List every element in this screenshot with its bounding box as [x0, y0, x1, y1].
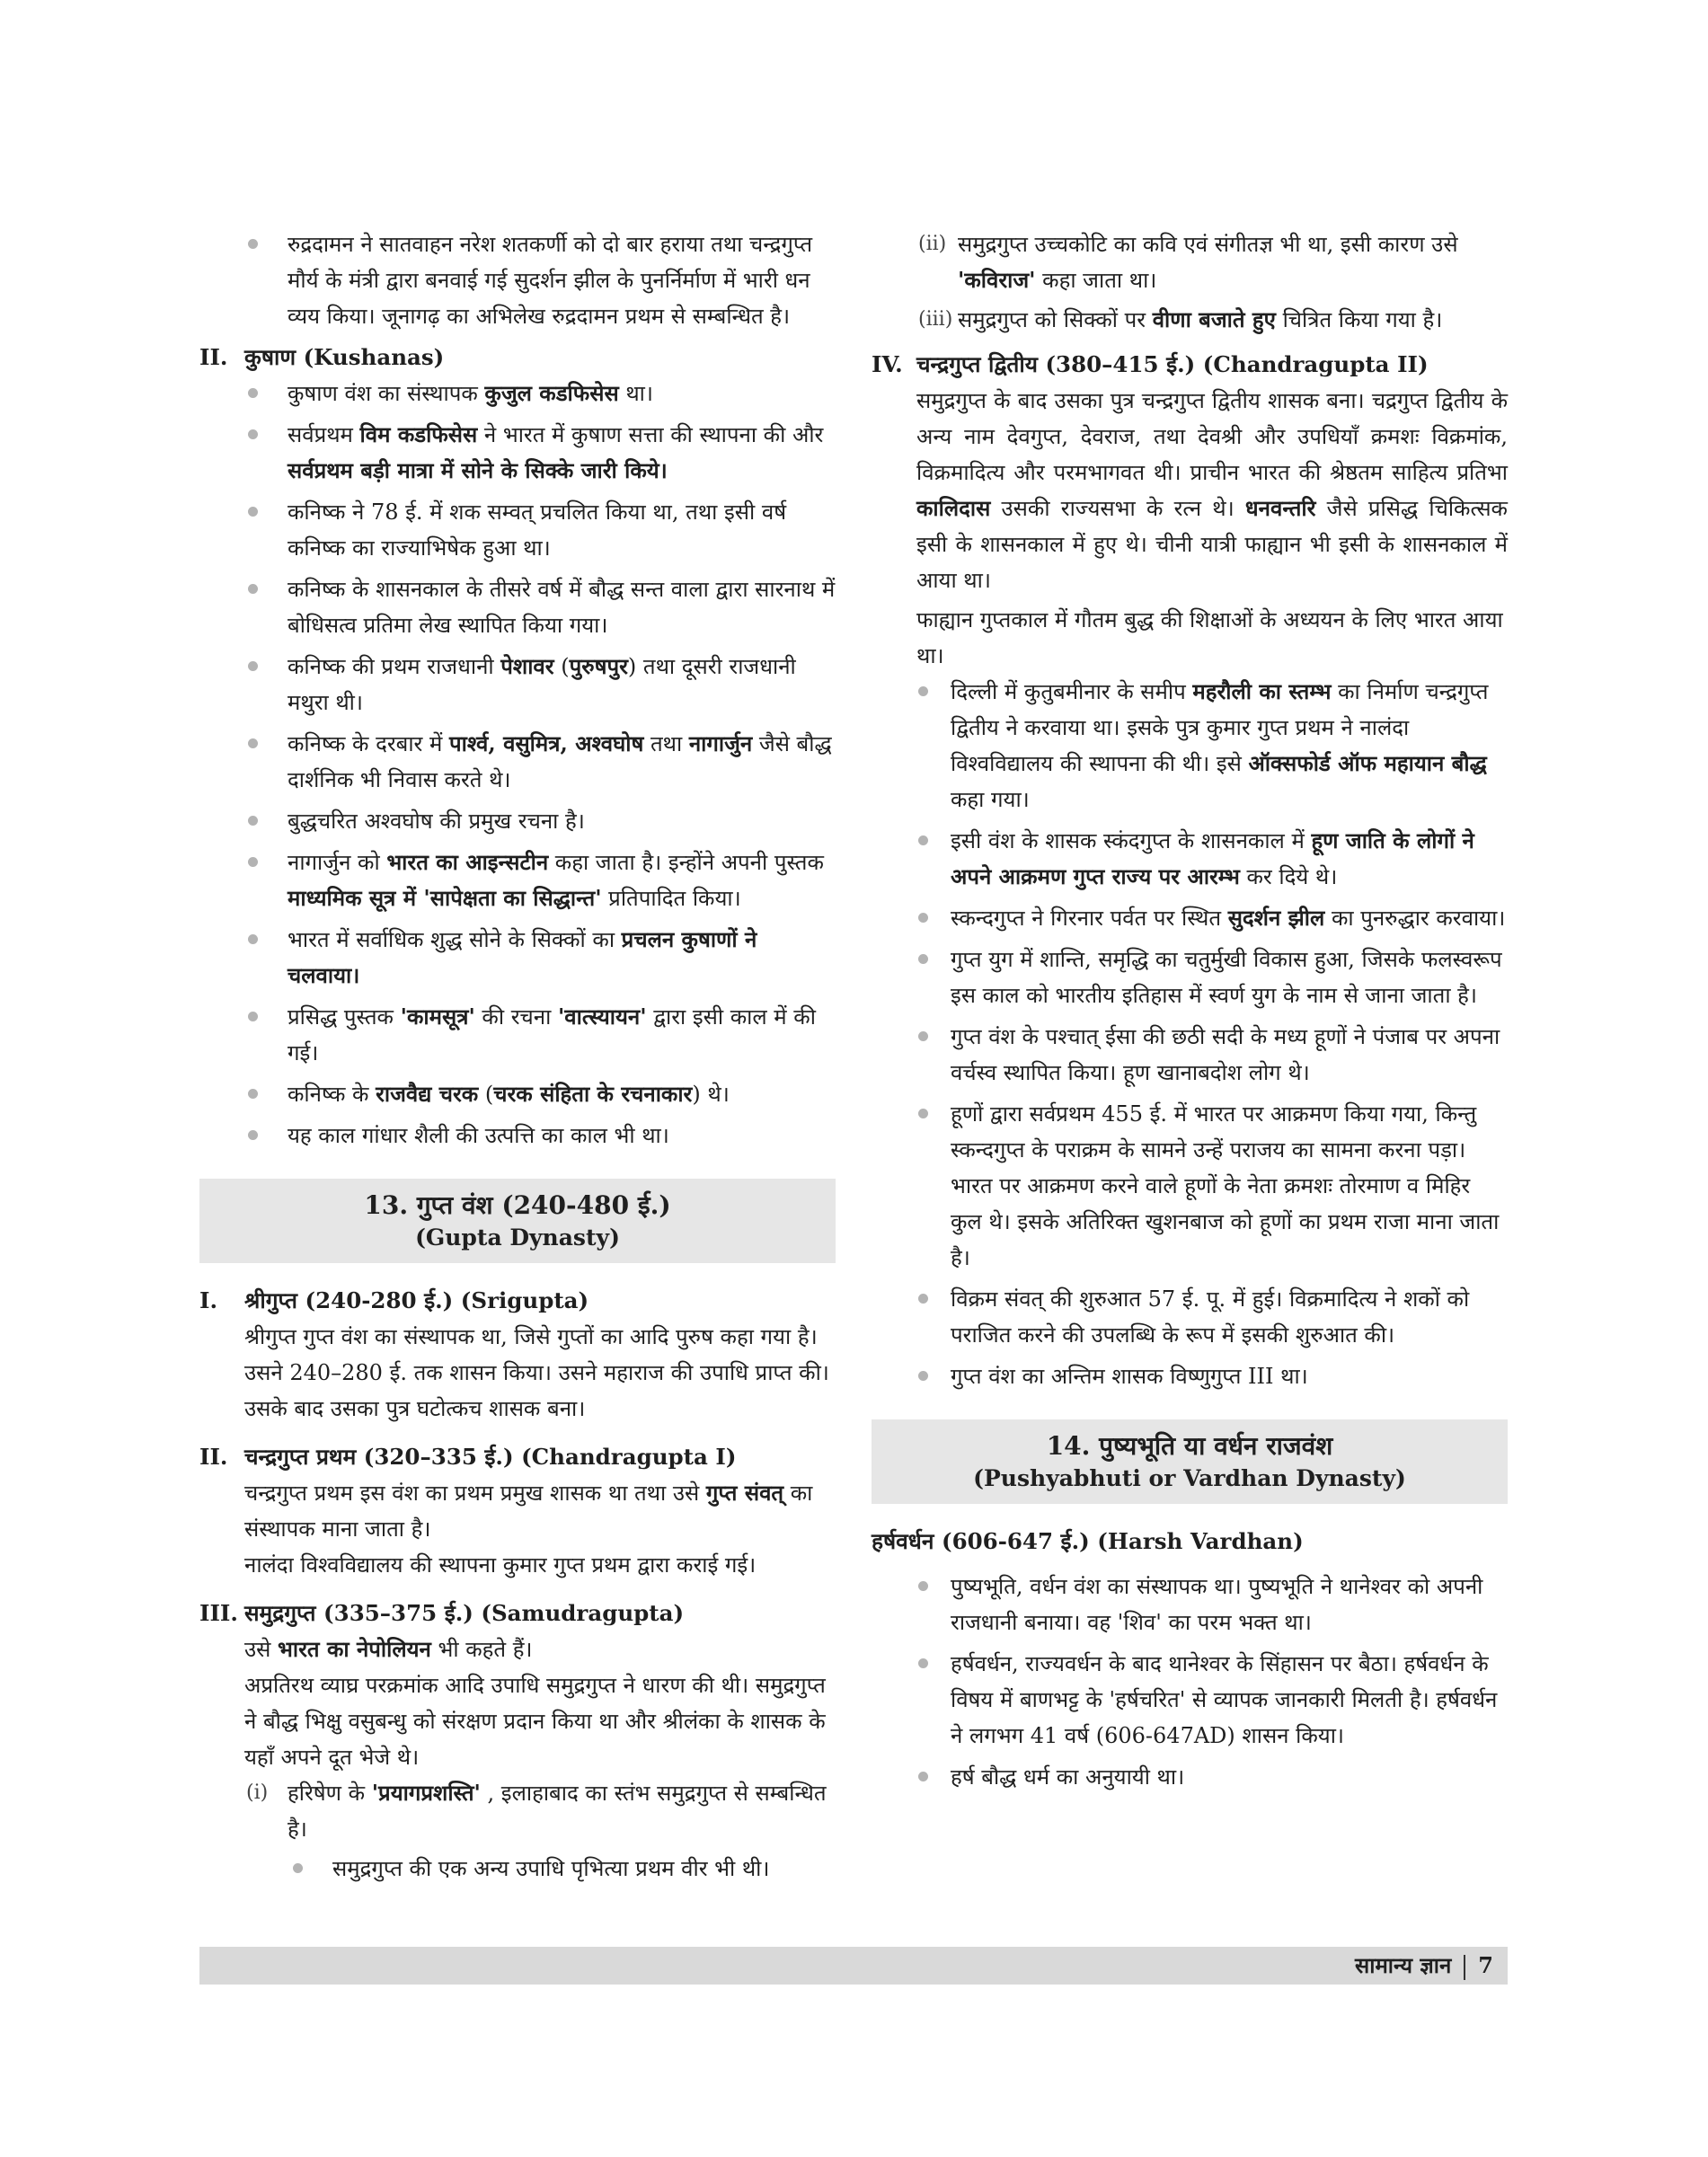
paragraph: फाह्यान गुप्तकाल में गौतम बुद्ध की शिक्षाओं के अध्ययन के लिए भारत आया था। — [916, 607, 1503, 668]
section-subtitle: (Gupta Dynasty) — [415, 1224, 620, 1251]
list-item — [199, 726, 836, 798]
paragraph: नालंदा विश्वविद्यालय की स्थापना कुमार गुप्त प्रथम द्वारा कराई गई। — [244, 1552, 757, 1578]
roman-item-text: समुद्रगुप्त उच्चकोटि का कवि एवं संगीतज्ञ भी था, इसी कारण उसे 'कविराज' कहा जाता था। — [958, 232, 1458, 293]
bold-text: ऑक्सफोर्ड ऑफ महायान बौद्ध — [1248, 750, 1487, 776]
section-subtitle: (Pushyabhuti or Vardhan Dynasty) — [973, 1465, 1406, 1491]
bullet-text: कनिष्क की प्रथम राजधानी पेशावर (पुरुषपुर) तथा दूसरी राजधानी मथुरा थी। — [288, 653, 796, 715]
section-banner-gupta — [199, 1179, 836, 1263]
bullet-icon — [918, 835, 928, 845]
section-banner-vardhan — [872, 1419, 1508, 1504]
section-title: 14. पुष्यभूति या वर्धन राजवंश — [1046, 1431, 1333, 1461]
roman-item-text: हरिषेण के 'प्रयागप्रशस्ति' , इलाहाबाद का स्तंभ समुद्रगुप्त से सम्बन्धित है। — [288, 1780, 827, 1842]
list-item — [199, 922, 836, 994]
bullet-text: स्कन्दगुप्त ने गिरनार पर्वत पर स्थित सुदर्शन झील का पुनरुद्धार करवाया। — [951, 905, 1506, 931]
bullet-icon — [918, 1294, 928, 1304]
paragraph: चन्द्रगुप्त प्रथम इस वंश का प्रथम प्रमुख शासक था तथा उसे गुप्त संवत् का संस्थापक माना जाता है। — [244, 1480, 813, 1542]
bullet-icon — [918, 1031, 928, 1041]
bold-text: 'कामसूत्र' — [400, 1003, 475, 1030]
bullet-text: हर्ष बौद्ध धर्म का अनुयायी था। — [951, 1764, 1185, 1790]
bold-text: कुजुल कडफिसेस — [484, 380, 619, 406]
list-item — [199, 1851, 836, 1887]
list-item — [199, 226, 836, 334]
bullet-text: इसी वंश के शासक स्कंदगुप्त के शासनकाल में हूण जाति के लोगों ने अपने आक्रमण गुप्त राज्य पर आरम्भ कर दिये थे। — [951, 827, 1474, 889]
section-heading-samudragupta — [199, 1596, 836, 1631]
bullet-icon — [248, 934, 258, 944]
roman-item-text: समुद्रगुप्त को सिक्कों पर वीणा बजाते हुए चित्रित किया गया है। — [958, 306, 1443, 332]
bullet-icon — [248, 239, 258, 249]
bullet-text: विक्रम संवत् की शुरुआत 57 ई. पू. में हुई। विक्रमादित्य ने शकों को पराजित करने की उपलब्धि के रूप में इसकी शुरुआत की। — [951, 1286, 1470, 1348]
bold-text: 'प्रयागप्रशस्ति' — [371, 1780, 481, 1806]
paragraph: अप्रतिरथ व्याघ्र परक्रमांक आदि उपाधि समुद्रगुप्त ने धारण की थी। समुद्रगुप्त ने बौद्ध भिक्षु वसुबन्धु को संरक्षण प्रदान किया था और श्रीलंका के शासक के यहाँ अपने दूत भेजे थे। — [244, 1673, 826, 1770]
bullet-text: कनिष्क के शासनकाल के तीसरे वर्ष में बौद्ध सन्त वाला द्वारा सारनाथ में बोधिसत्व प्रतिमा लेख स्थापित किया गया। — [288, 577, 836, 638]
footer-label: सामान्य ज्ञान — [1355, 1952, 1452, 1978]
list-item — [872, 674, 1508, 818]
bullet-text: रुद्रदामन ने सातवाहन नरेश शतकर्णी को दो बार हराया तथा चन्द्रगुप्त मौर्य के मंत्री द्वारा बनवाई गई सुदर्शन झील के पुनर्निर्माण में भारी धन व्यय किया। जूनागढ़ का अभिलेख रुद्रदामन प्रथम से सम्बन्धित है। — [288, 232, 813, 329]
heading-number: I. — [199, 1287, 217, 1313]
section-heading-kushan — [199, 340, 836, 376]
cg2-bullet-list — [872, 674, 1508, 1394]
bullet-icon — [918, 1581, 928, 1591]
roman-list-item — [872, 226, 1508, 298]
bold-text: भारत का नेपोलियन — [278, 1636, 431, 1662]
section-title: 13. गुप्त वंश (240-480 ई.) — [364, 1190, 671, 1220]
bullet-icon — [918, 1772, 928, 1781]
list-item — [872, 1759, 1508, 1795]
bold-text: पार्श्व, वसुमित्र, अश्वघोष — [449, 730, 644, 756]
section-heading-srigupta — [199, 1283, 836, 1319]
bullet-text: बुद्धचरित अश्वघोष की प्रमुख रचना है। — [288, 809, 585, 834]
footer-divider — [1464, 1955, 1465, 1980]
list-item — [872, 941, 1508, 1013]
footer-text — [1355, 1948, 1493, 1984]
list-item — [872, 1096, 1508, 1276]
bullet-text: समुद्रगुप्त की एक अन्य उपाधि पृभित्या प्रथम वीर भी थी। — [332, 1856, 770, 1881]
bullet-text: यह काल गांधार शैली की उत्पत्ति का काल भी था। — [288, 1123, 669, 1148]
roman-list-item — [199, 1775, 836, 1847]
bold-text: धनवन्तरि — [1244, 495, 1316, 521]
list-item — [199, 571, 836, 643]
bullet-text: कनिष्क के दरबार में पार्श्व, वसुमित्र, अश्वघोष तथा नागार्जुन जैसे बौद्ध दार्शनिक भी निवास करते थे। — [288, 730, 832, 792]
bold-text: कालिदास — [916, 495, 991, 521]
bullet-icon — [248, 507, 258, 517]
bullet-icon — [293, 1863, 303, 1873]
bullet-text: कुषाण वंश का संस्थापक कुजुल कडफिसेस था। — [288, 380, 653, 406]
kushan-bullet-list — [199, 376, 836, 1154]
bullet-text: हर्षवर्धन, राज्यवर्धन के बाद थानेश्वर के सिंहासन पर बैठा। हर्षवर्धन के विषय में बाणभट्ट के 'हर्षचरित' से व्यापक जानकारी मिलती है। हर्षवर्धन ने लगभग 41 वर्ष (606-647AD) शासन किया। — [951, 1651, 1498, 1748]
section-heading-cg2 — [872, 347, 1508, 383]
list-item — [872, 1646, 1508, 1754]
bold-text: 'वात्स्यायन' — [557, 1003, 647, 1030]
page-number: 7 — [1478, 1952, 1493, 1978]
list-item — [872, 1019, 1508, 1091]
left-column — [199, 226, 836, 1892]
bullet-icon — [248, 1089, 258, 1099]
bullet-icon — [248, 857, 258, 867]
bullet-text: सर्वप्रथम विम कडफिसेस ने भारत में कुषाण सत्ता की स्थापना की और सर्वप्रथम बड़ी मात्रा में सोने के सिक्के जारी किये। — [288, 421, 824, 483]
list-item — [872, 1569, 1508, 1640]
bold-text: वीणा बजाते हुए — [1152, 306, 1276, 332]
bullet-icon — [918, 913, 928, 923]
heading-number: III. — [199, 1600, 238, 1626]
heading-number: II. — [199, 1444, 228, 1470]
bold-text: गुप्त संवत् — [705, 1480, 784, 1506]
bold-text: सुदर्शन झील — [1227, 905, 1325, 931]
harsh-bullet-list — [872, 1569, 1508, 1795]
list-item — [199, 803, 836, 839]
list-item — [872, 823, 1508, 895]
bullet-text: गुप्त वंश का अन्तिम शासक विष्णुगुप्त III था। — [951, 1364, 1308, 1389]
list-item — [872, 900, 1508, 936]
roman-list-item — [872, 302, 1508, 338]
paragraph: उसे भारत का नेपोलियन भी कहते हैं। — [244, 1636, 533, 1662]
list-item — [199, 649, 836, 720]
bullet-icon — [248, 584, 258, 594]
bullet-text: हूणों द्वारा सर्वप्रथम 455 ई. में भारत पर आक्रमण किया गया, किन्तु स्कन्दगुप्त के पराक्रम के सामने उन्हें पराजय का सामना करना पड़ा। भारत पर आक्रमण करने वाले हूणों के नेता क्रमशः तोरमाण व मिहिर कुल थे। इसके अतिरिक्त खुशनबाज को हूणों का प्रथम राजा माना जाता है। — [951, 1101, 1500, 1270]
bullet-text: प्रसिद्ध पुस्तक 'कामसूत्र' की रचना 'वात्स्यायन' द्वारा इसी काल में की गई। — [288, 1003, 816, 1065]
bold-text: चरक संहिता के रचनाकार — [493, 1081, 693, 1107]
list-item — [199, 1076, 836, 1112]
bullet-icon — [248, 1012, 258, 1021]
bullet-text: कनिष्क ने 78 ई. में शक सम्वत् प्रचलित किया था, तथा इसी वर्ष कनिष्क का राज्याभिषेक हुआ था। — [288, 499, 787, 561]
paragraph: समुद्रगुप्त के बाद उसका पुत्र चन्द्रगुप्त द्वितीय शासक बना। चद्रगुप्त द्वितीय के अन्य नाम देवगुप्त, देवराज, तथा देवश्री और उपधियाँ क्रमशः विक्रमांक, विक्रमादित्य और परमभागवत थी। प्राचीन भारत की श्रेष्ठतम साहित्य प्रतिभा कालिदास उसकी राज्यसभा के रत्न थे। धनवन्तरि जैसे प्रसिद्ध चिकित्सक इसी के शासनकाल में हुए थे। चीनी यात्री फाह्यान भी इसी के शासनकाल में आया था। — [916, 388, 1508, 593]
bullet-text: गुप्त युग में शान्ति, समृद्धि का चतुर्मुखी विकास हुआ, जिसके फलस्वरूप इस काल को भारतीय इतिहास में स्वर्ण युग के नाम से जाना जाता है। — [951, 947, 1502, 1008]
bold-text: महरौली का स्तम्भ — [1192, 678, 1332, 704]
bold-text: पेशावर — [500, 653, 554, 679]
bold-text: राजवैद्य चरक — [376, 1081, 479, 1107]
bold-text: नागार्जुन — [688, 730, 753, 756]
heading-title: श्रीगुप्त (240-280 ई.) (Srigupta) — [244, 1287, 589, 1313]
bold-text: भारत का आइन्सटीन — [386, 849, 549, 875]
list-item — [199, 417, 836, 489]
bullet-text: नागार्जुन को भारत का आइन्सटीन कहा जाता है। इन्होंने अपनी पुस्तक माध्यमिक सूत्र में 'सापेक्षता का सिद्धान्त' प्रतिपादित किया। — [288, 849, 824, 911]
list-item — [199, 376, 836, 411]
bullet-icon — [248, 816, 258, 826]
section-heading-cg1 — [199, 1439, 836, 1475]
bullet-text: पुष्यभूति, वर्धन वंश का संस्थापक था। पुष्यभूति ने थानेश्वर को अपनी राजधानी बनाया। वह 'शिव' का परम भक्त था। — [951, 1574, 1483, 1635]
heading-title: चन्द्रगुप्त प्रथम (320–335 ई.) (Chandragupta I) — [244, 1444, 737, 1470]
bold-text: 'कविराज' — [958, 267, 1036, 293]
roman-numeral: (i) — [246, 1781, 269, 1804]
bullet-text: दिल्ली में कुतुबमीनार के समीप महरौली का स्तम्भ का निर्माण चन्द्रगुप्त द्वितीय ने करवाया था। इसके पुत्र कुमार गुप्त प्रथम ने नालंदा विश्वविद्यालय की स्थापना की थी। इसे ऑक्सफोर्ड ऑफ महायान बौद्ध कहा गया। — [951, 678, 1489, 812]
list-item — [872, 1358, 1508, 1394]
heading-number: II. — [199, 344, 228, 370]
bold-text: विम कडफिसेस — [359, 421, 478, 447]
page-footer — [199, 1947, 1508, 1985]
bold-text: सर्वप्रथम बड़ी मात्रा में सोने के सिक्के जारी किये। — [288, 457, 668, 483]
right-column — [872, 226, 1508, 1800]
bold-text: प्रचलन कुषाणों ने चलवाया। — [288, 926, 757, 988]
bullet-icon — [918, 686, 928, 696]
list-item — [199, 844, 836, 916]
roman-numeral: (iii) — [918, 308, 953, 331]
bullet-text: कनिष्क के राजवैद्य चरक (चरक संहिता के रचनाकार) थे। — [288, 1081, 730, 1107]
bullet-icon — [918, 1371, 928, 1381]
bullet-icon — [248, 429, 258, 439]
bullet-icon — [918, 1658, 928, 1668]
bold-text: माध्यमिक सूत्र में 'सापेक्षता का सिद्धान्त' — [288, 885, 602, 911]
roman-numeral: (ii) — [918, 233, 947, 255]
list-item — [199, 1118, 836, 1154]
bullet-icon — [918, 954, 928, 964]
bullet-text: गुप्त वंश के पश्चात् ईसा की छठी सदी के मध्य हूणों ने पंजाब पर अपना वर्चस्व स्थापित किया। हूण खानाबदोश लोग थे। — [951, 1024, 1500, 1085]
heading-title: कुषाण (Kushanas) — [244, 344, 445, 370]
heading-title: समुद्रगुप्त (335–375 ई.) (Samudragupta) — [244, 1600, 685, 1626]
bullet-icon — [248, 661, 258, 671]
list-item — [872, 1281, 1508, 1353]
bullet-text: भारत में सर्वाधिक शुद्ध सोने के सिक्कों का प्रचलन कुषाणों ने चलवाया। — [288, 926, 757, 988]
bullet-icon — [248, 738, 258, 748]
list-item — [199, 999, 836, 1071]
list-item — [199, 494, 836, 566]
bullet-icon — [248, 1130, 258, 1140]
heading-title: चन्द्रगुप्त द्वितीय (380–415 ई.) (Chandragupta II) — [916, 351, 1429, 377]
paragraph: श्रीगुप्त गुप्त वंश का संस्थापक था, जिसे गुप्तों का आदि पुरुष कहा गया है। उसने 240–280 ई. तक शासन किया। उसने महाराज की उपाधि प्राप्त की। उसके बाद उसका पुत्र घटोत्कच शासक बना। — [244, 1324, 829, 1421]
bullet-icon — [248, 388, 258, 398]
bold-text: पुरुषपुर — [569, 653, 628, 679]
bold-text: हूण जाति के लोगों ने अपने आक्रमण गुप्त राज्य पर आरम्भ — [951, 827, 1474, 889]
heading-number: IV. — [872, 351, 903, 377]
bullet-icon — [918, 1109, 928, 1118]
heading-title: हर्षवर्धन (606-647 ई.) (Harsh Vardhan) — [872, 1528, 1304, 1554]
section-heading-harsh — [872, 1524, 1508, 1560]
